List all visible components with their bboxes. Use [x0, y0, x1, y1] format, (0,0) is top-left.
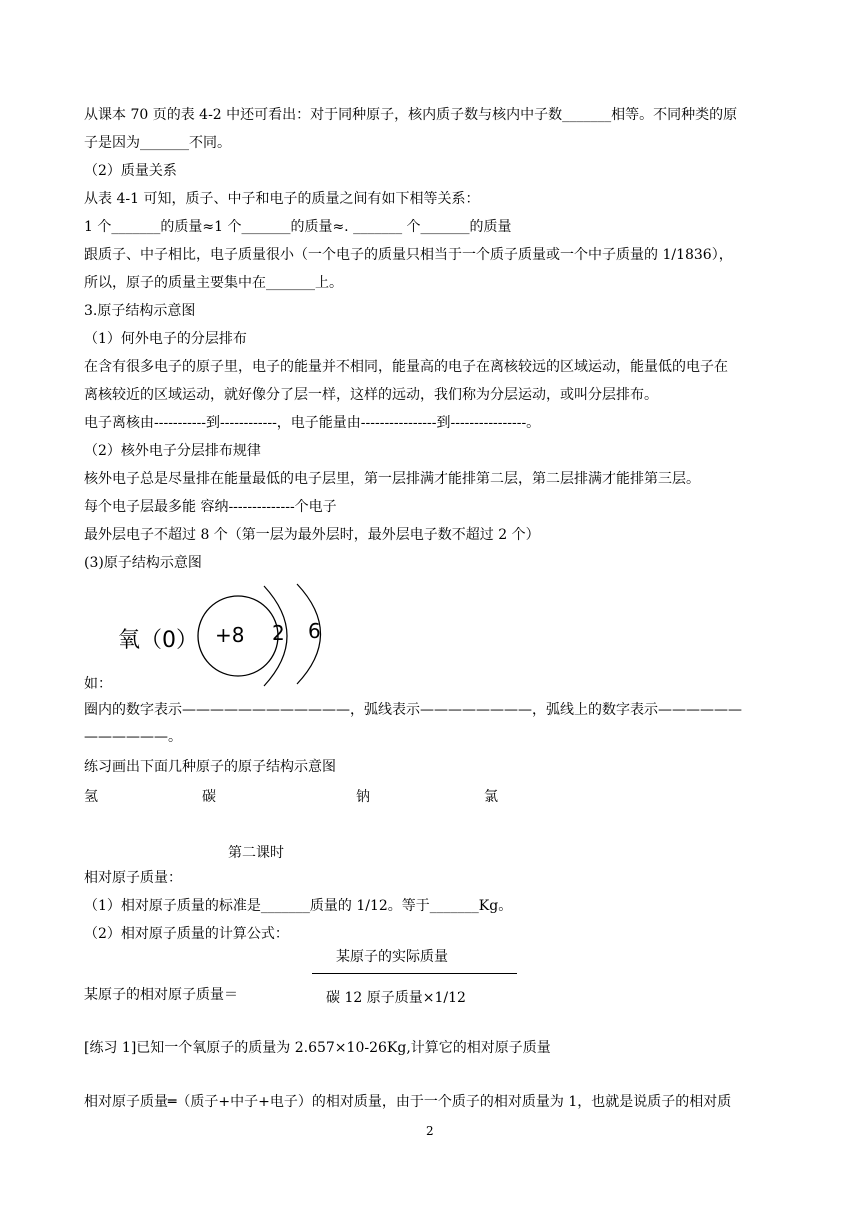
- subheading-electron-layers: （1）何外电子的分层排布: [84, 331, 247, 347]
- text-line: 跟质子、中子相比，电子质量很小（一个电子的质量只相当于一个质子质量或一个中子质量的 1/1836），: [84, 247, 733, 263]
- text-line: 1 个_______的质量≈1 个_______的质量≈. _______ 个_______的质量: [84, 219, 512, 235]
- formula-fraction-bar: [312, 973, 517, 974]
- text-line: 核外电子总是尽量排在能量最低的电子层里，第一层排满才能排第二层，第二层排满才能排第三层。: [84, 471, 700, 487]
- text-line: （1）相对原子质量的标准是_______质量的 1/12。等于_______Kg。: [84, 898, 513, 914]
- formula-denominator: 碳 12 原子质量×1/12: [326, 990, 466, 1006]
- page-number: 2: [426, 1124, 434, 1138]
- subheading-structure-diagram: (3)原子结构示意图: [84, 555, 202, 571]
- exercise-instruction: 练习画出下面几种原子的原子结构示意图: [84, 759, 336, 775]
- text-line: （2）相对原子质量的计算公式：: [84, 926, 289, 942]
- text-line: 电子离核由-----------到------------，电子能量由----------------到----------------。: [84, 415, 541, 431]
- text-line: 在含有很多电子的原子里，电子的能量并不相同，能量高的电子在离核较远的区域运动，能量低的电子在: [84, 359, 728, 375]
- subheading-layer-rules: （2）核外电子分层排布规律: [84, 443, 261, 459]
- text-line: 所以，原子的质量主要集中在_______上。: [84, 275, 343, 291]
- text-line: 圈内的数字表示————————————，弧线表示————————，弧线上的数字表示——————: [84, 702, 742, 718]
- text-line: 从表 4-1 可知，质子、中子和电子的质量之间有如下相等关系：: [84, 191, 480, 207]
- shell-1-count: 2: [272, 621, 285, 645]
- text-line: 相对原子质量═（质子+中子+电子）的相对质量，由于一个质子的相对质量为 1，也就是说质子的相对质: [84, 1094, 732, 1110]
- subheading-relative-mass: 相对原子质量：: [84, 870, 182, 886]
- atom-sodium: 钠: [356, 789, 370, 805]
- atom-carbon: 碳: [202, 789, 216, 805]
- shell-2-count: 6: [308, 619, 321, 643]
- heading-atomic-structure: 3.原子结构示意图: [84, 303, 196, 319]
- formula-numerator: 某原子的实际质量: [336, 949, 448, 965]
- formula-left-side: 某原子的相对原子质量＝: [84, 987, 238, 1003]
- text-line: 从课本 70 页的表 4-2 中还可看出：对于同种原子，核内质子数与核内中子数_______相等。不同种类的原: [84, 107, 738, 123]
- atom-hydrogen: 氢: [84, 789, 98, 805]
- text-line: ——————。: [84, 729, 182, 745]
- text-line: 子是因为_______不同。: [84, 135, 231, 151]
- element-label: 氧（0）: [118, 628, 198, 653]
- nucleus-charge: +8: [215, 623, 245, 647]
- text-line: 离核较近的区域运动，就好像分了层一样，这样的远动，我们称为分层运动，或叫分层排布。: [84, 387, 658, 403]
- atom-chlorine: 氯: [484, 789, 498, 805]
- text-line: 最外层电子不超过 8 个（第一层为最外层时，最外层电子数不超过 2 个）: [84, 527, 540, 543]
- section-title: 第二课时: [228, 845, 284, 861]
- exercise-1: [练习 1]已知一个氧原子的质量为 2.657×10-26Kg,计算它的相对原子质量: [84, 1040, 551, 1056]
- text-line: 如：: [84, 676, 112, 692]
- subheading-mass-relation: （2）质量关系: [84, 163, 177, 179]
- text-line: 每个电子层最多能 容纳--------------个电子: [84, 499, 337, 515]
